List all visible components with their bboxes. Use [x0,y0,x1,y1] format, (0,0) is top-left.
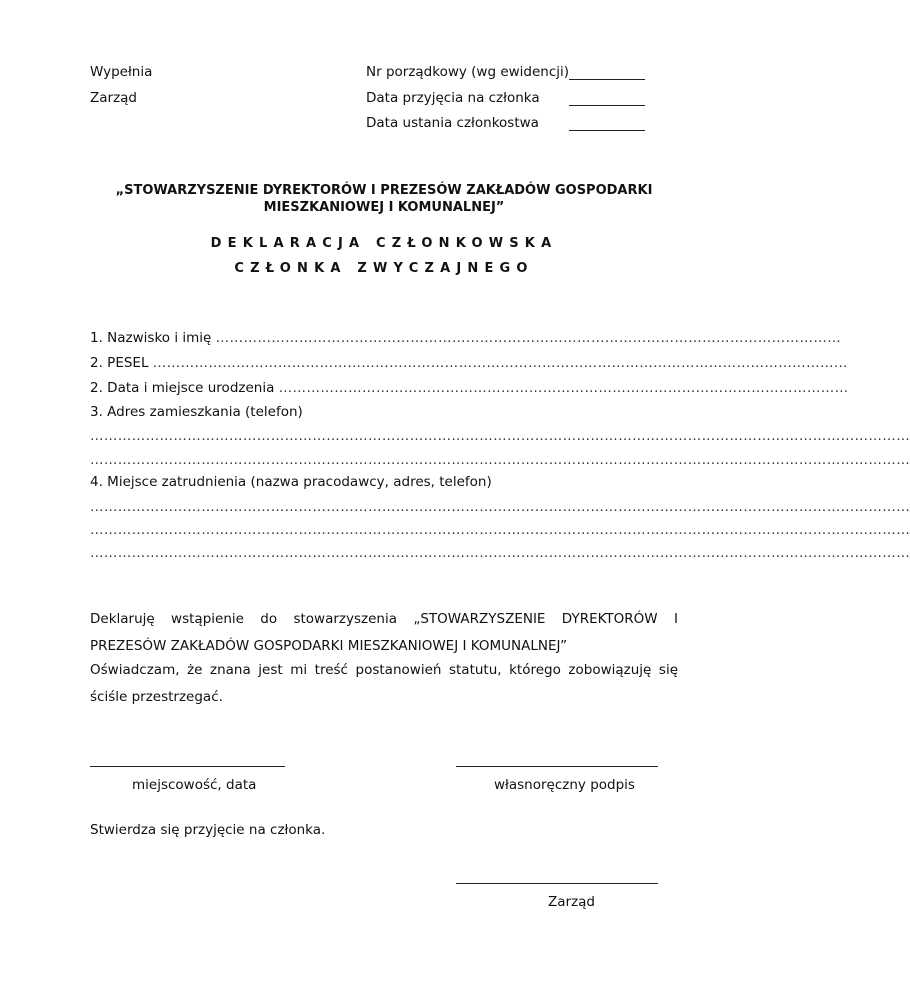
nr-porzadkowy-field[interactable] [569,79,645,80]
signature-label: własnoręczny podpis [494,777,635,793]
nr-porzadkowy-label: Nr porządkowy (wg ewidencji) [366,64,570,80]
board-signature-line[interactable] [456,883,658,884]
field-address-line2-dots: …………………………………………………………………………………………………………………………………………………………… [90,452,910,468]
field-employer-label: 4. Miejsce zatrudnienia (nazwa pracodawcy, adres, telefon) [90,474,492,490]
field-pesel-dots: …………………………………………………………………………………………………………………………………… [152,355,848,371]
data-ustania-field[interactable] [569,130,645,131]
declaration-paragraph: Deklaruję wstąpienie do stowarzyszenia „STOWARZYSZENIE DYREKTORÓW I PREZESÓW ZAKŁADÓW GOSPODARKI MIESZKANIOWEJ I KOMUNALNEJ” [90,611,678,654]
association-name-line1: „STOWARZYSZENIE DYREKTORÓW I PREZESÓW ZAKŁADÓW GOSPODARKI [115,183,653,198]
field-address-line2[interactable] [90,452,910,468]
document-subtitle: CZŁONKA ZWYCZAJNEGO [234,261,534,276]
data-ustania-label: Data ustania członkostwa [366,115,539,131]
field-employer-line3[interactable] [90,545,910,561]
field-address-label-row [90,404,674,420]
field-employer-line1[interactable] [90,499,910,515]
association-name-line2: MIESZKANIOWEJ I KOMUNALNEJ” [263,200,505,215]
place-date-line[interactable] [90,766,285,767]
board-label: Zarząd [548,894,595,910]
field-pesel-label: 2. PESEL [90,355,153,371]
data-przyjecia-field[interactable] [569,105,645,106]
field-employer-line1-dots: …………………………………………………………………………………………………………………………………………………………… [90,499,910,515]
field-employer-line3-dots: …………………………………………………………………………………………………………………………………………………………… [90,545,910,561]
field-name-label: 1. Nazwisko i imię [90,330,216,346]
field-name-dots: ……………………………………………………………………………………………………………………… [215,330,842,346]
confirmation-text: Stwierdza się przyjęcie na członka. [90,822,326,838]
field-employer-line2-dots: …………………………………………………………………………………………………………………………………………………………… [90,522,910,538]
signature-line[interactable] [456,766,658,767]
header-left-line2: Zarząd [90,90,137,106]
field-birth-label: 2. Data i miejsce urodzenia [90,380,279,396]
field-address-line1-dots: …………………………………………………………………………………………………………………………………………………………… [90,428,910,444]
place-date-label: miejscowość, data [132,777,257,793]
field-address-label: 3. Adres zamieszkania (telefon) [90,404,303,420]
field-pesel[interactable] [90,355,848,371]
field-name[interactable] [90,330,842,346]
document-title: DEKLARACJA CZŁONKOWSKA [210,236,558,251]
field-birth[interactable] [90,380,849,396]
field-birth-dots: …………………………………………………………………………………………………………… [278,380,849,396]
statute-paragraph: Oświadczam, że znana jest mi treść postanowień statutu, którego zobowiązuję się ściśle przestrzegać. [90,662,678,705]
header-left-line1: Wypełnia [90,64,153,80]
field-address-line1[interactable] [90,428,910,444]
data-przyjecia-label: Data przyjęcia na członka [366,90,540,106]
field-employer-line2[interactable] [90,522,910,538]
field-employer-label-row [90,474,674,490]
